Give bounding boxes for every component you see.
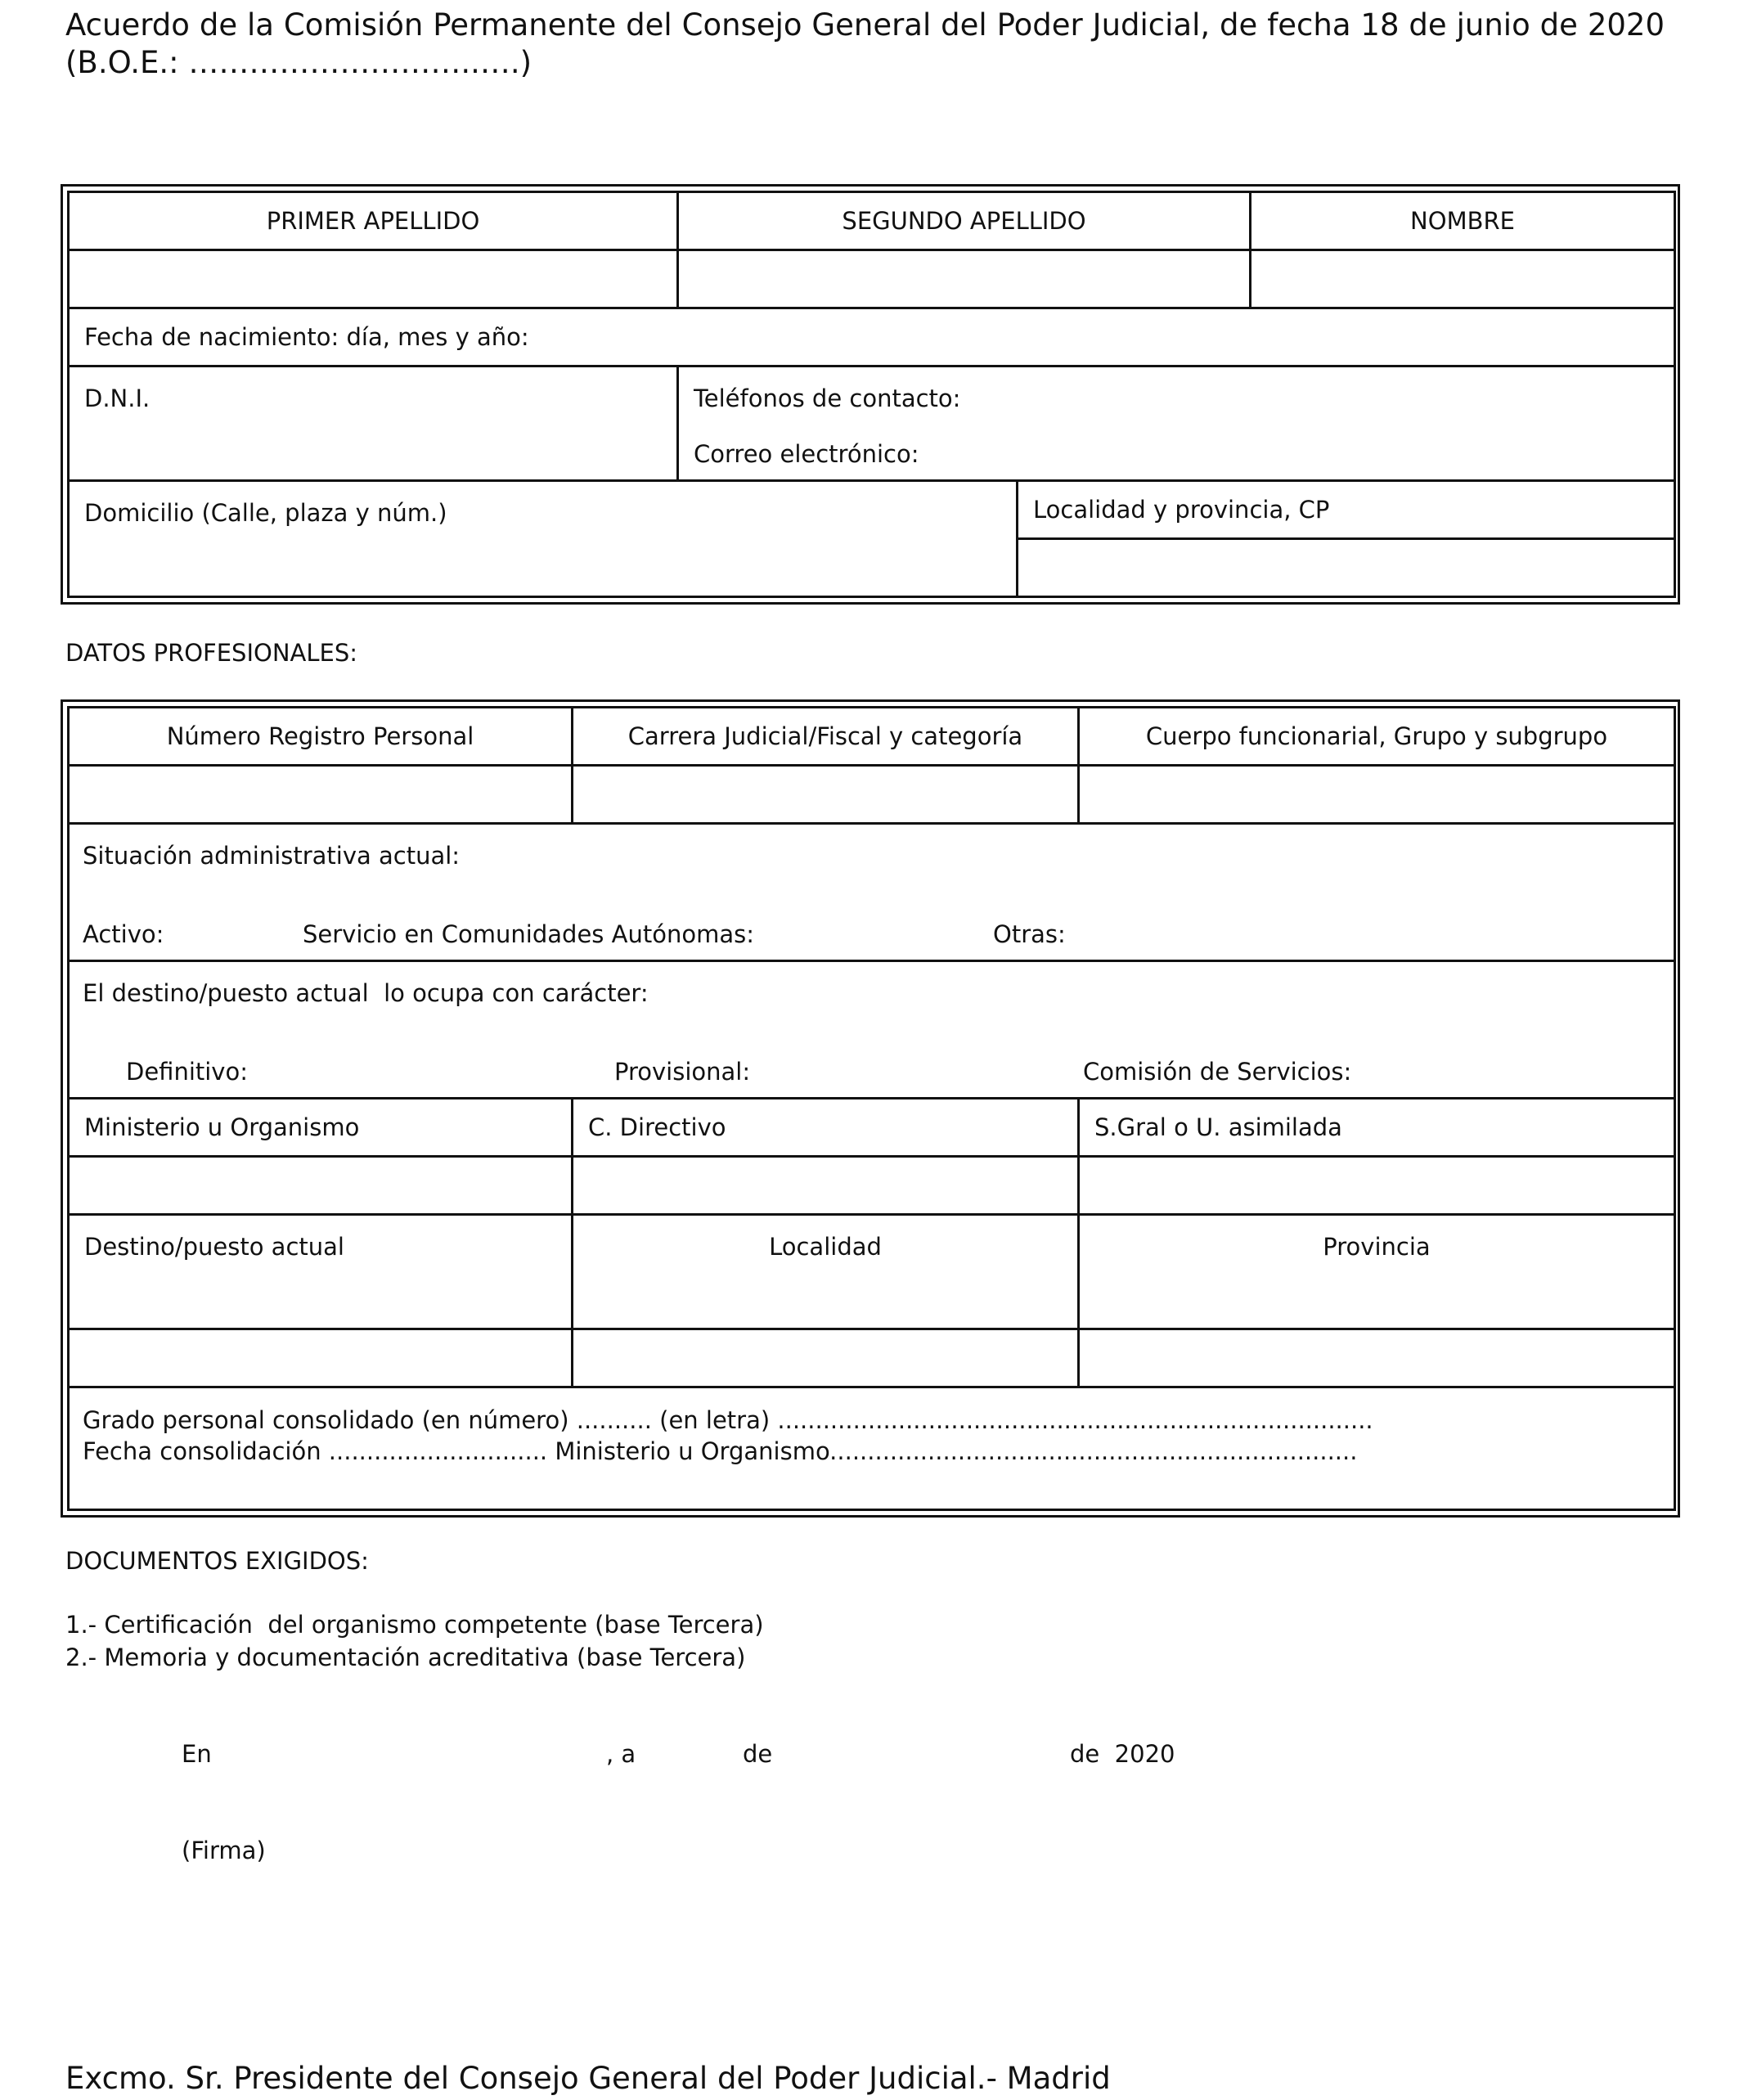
personal-data-block: [61, 184, 1680, 605]
documento-item-1: 1.- Certificación del organismo competente (base Tercera): [65, 1611, 764, 1639]
ministerio-label: Ministerio u Organismo: [69, 1099, 573, 1157]
localidad-field[interactable]: [573, 1329, 1079, 1387]
activo-option[interactable]: Activo:: [83, 920, 164, 948]
servicio-ccaa-option[interactable]: Servicio en Comunidades Autónomas:: [303, 920, 754, 948]
definitivo-option[interactable]: Definitivo:: [126, 1058, 248, 1086]
firma-de-2: de 2020: [1070, 1740, 1175, 1768]
professional-data-block: [61, 699, 1680, 1518]
comision-servicios-option[interactable]: Comisión de Servicios:: [1083, 1058, 1352, 1086]
destino-caracter: [69, 961, 1675, 1099]
professional-data-table: [67, 706, 1676, 1511]
fecha-consolidacion-line: Fecha consolidación ............................. Ministerio u Organismo......................................................................: [83, 1437, 1358, 1465]
localidad-provincia-field[interactable]: [1018, 539, 1675, 597]
s-gral-label: S.Gral o U. asimilada: [1079, 1099, 1675, 1157]
grado-line: Grado personal consolidado (en número) .......... (en letra) ...............................................................................: [83, 1406, 1373, 1434]
col-carrera: Carrera Judicial/Fiscal y categoría: [573, 708, 1079, 766]
firma-a: , a: [606, 1740, 636, 1768]
firma-label: (Firma): [182, 1837, 266, 1864]
destinatario: Excmo. Sr. Presidente del Consejo General del Poder Judicial.- Madrid: [65, 2061, 1111, 2096]
fecha-nacimiento-field[interactable]: Fecha de nacimiento: día, mes y año:: [69, 308, 1675, 366]
carrera-field[interactable]: [573, 766, 1079, 824]
localidad-provincia-label: Localidad y provincia, CP: [1018, 481, 1675, 539]
numero-registro-field[interactable]: [69, 766, 573, 824]
primer-apellido-field[interactable]: [69, 250, 678, 308]
ministerio-field[interactable]: [69, 1157, 573, 1215]
firma-en: En: [182, 1740, 212, 1768]
col-nombre: NOMBRE: [1251, 192, 1675, 250]
segundo-apellido-field[interactable]: [678, 250, 1251, 308]
situacion-administrativa: [69, 824, 1675, 961]
s-gral-field[interactable]: [1079, 1157, 1675, 1215]
localidad-label: Localidad: [573, 1215, 1079, 1329]
datos-profesionales-title: DATOS PROFESIONALES:: [65, 639, 358, 667]
c-directivo-label: C. Directivo: [573, 1099, 1079, 1157]
documento-item-2: 2.- Memoria y documentación acreditativa (base Tercera): [65, 1644, 746, 1671]
col-primer-apellido: PRIMER APELLIDO: [69, 192, 678, 250]
destino-actual-label: Destino/puesto actual: [69, 1215, 573, 1329]
document-header: Acuerdo de la Comisión Permanente del Consejo General del Poder Judicial, de fecha 18 de junio de 2020 (B.O.E.: ………………………..….): [65, 7, 1665, 80]
c-directivo-field[interactable]: [573, 1157, 1079, 1215]
provincia-field[interactable]: [1079, 1329, 1675, 1387]
provisional-option[interactable]: Provisional:: [614, 1058, 751, 1086]
domicilio-field[interactable]: Domicilio (Calle, plaza y núm.): [69, 481, 1018, 597]
personal-data-table: [67, 191, 1676, 598]
cuerpo-field[interactable]: [1079, 766, 1675, 824]
destino-caracter-title: El destino/puesto actual lo ocupa con carácter:: [83, 979, 649, 1007]
nombre-field[interactable]: [1251, 250, 1675, 308]
dni-field[interactable]: D.N.I.: [69, 366, 678, 481]
firma-de-1: de: [743, 1740, 773, 1768]
contact-field[interactable]: [678, 366, 1675, 481]
correo-label: Correo electrónico:: [694, 440, 919, 468]
otras-option[interactable]: Otras:: [993, 920, 1066, 948]
col-segundo-apellido: SEGUNDO APELLIDO: [678, 192, 1251, 250]
grado-personal-field[interactable]: [69, 1387, 1675, 1510]
provincia-label: Provincia: [1079, 1215, 1675, 1329]
destino-actual-field[interactable]: [69, 1329, 573, 1387]
documentos-title: DOCUMENTOS EXIGIDOS:: [65, 1547, 369, 1575]
telefonos-label: Teléfonos de contacto:: [694, 384, 961, 412]
situacion-title: Situación administrativa actual:: [83, 842, 461, 870]
col-numero-registro: Número Registro Personal: [69, 708, 573, 766]
col-cuerpo: Cuerpo funcionarial, Grupo y subgrupo: [1079, 708, 1675, 766]
